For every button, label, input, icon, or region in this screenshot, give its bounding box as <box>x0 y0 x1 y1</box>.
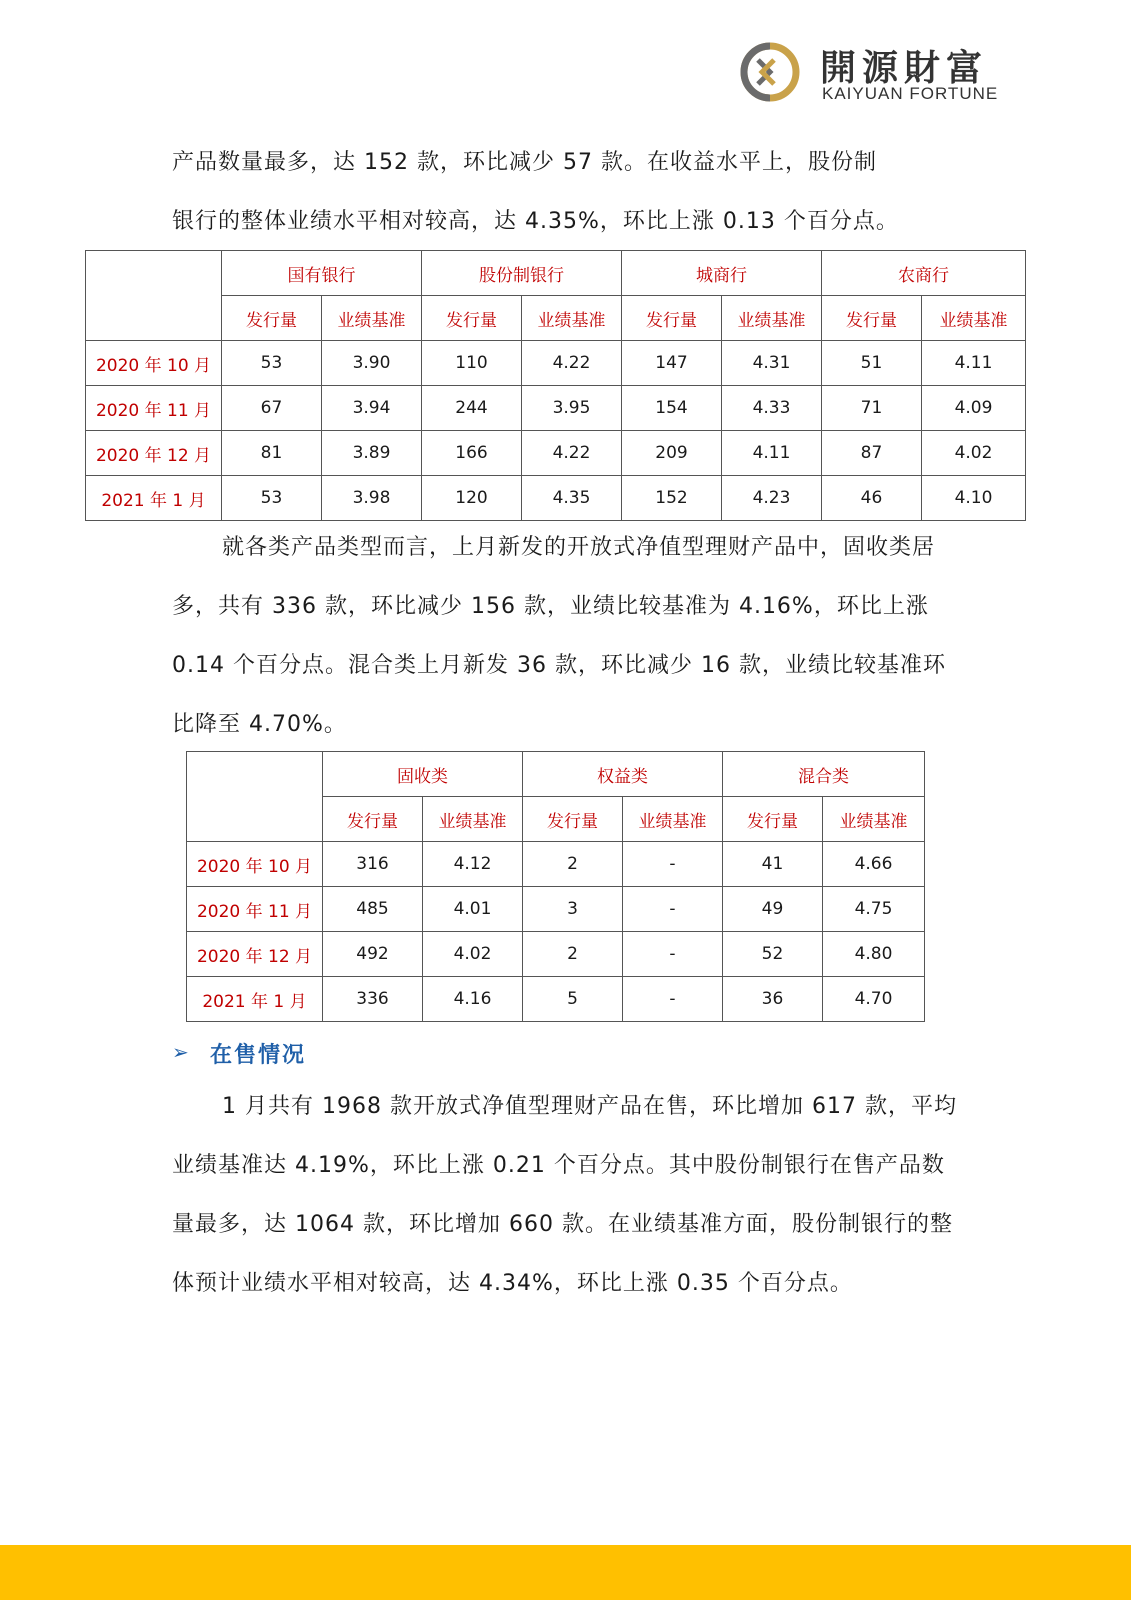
table-cell: - <box>623 977 723 1022</box>
table-corner-cell <box>86 251 222 341</box>
table-cell: 4.02 <box>423 932 523 977</box>
sub-header: 发行量 <box>523 797 623 842</box>
table-cell: 4.11 <box>722 431 822 476</box>
table-cell: 3.95 <box>522 386 622 431</box>
row-label: 2020 年 11 月 <box>187 887 323 932</box>
section-title: 在售情况 <box>210 1042 307 1068</box>
table-cell: 2 <box>523 842 623 887</box>
table-cell: 316 <box>323 842 423 887</box>
sub-header: 业绩基准 <box>423 797 523 842</box>
sub-header: 业绩基准 <box>722 296 822 341</box>
table-cell: 49 <box>723 887 823 932</box>
table-cell: - <box>623 932 723 977</box>
paragraph-1-line-2: 银行的整体业绩水平相对较高，达 4.35%，环比上涨 0.13 个百分点。 <box>172 209 899 234</box>
bank-type-issuance-table <box>85 250 1026 521</box>
arrow-bullet-icon: ➢ <box>172 1040 189 1064</box>
table-cell: 4.66 <box>823 842 925 887</box>
table-cell: 3 <box>523 887 623 932</box>
table-corner-cell <box>187 752 323 842</box>
table-cell: - <box>623 887 723 932</box>
table-cell: 51 <box>822 341 922 386</box>
table-row <box>86 386 1026 431</box>
table-row <box>86 341 1026 386</box>
brand-logo <box>756 42 1056 106</box>
brand-name-cn: 開源財富 <box>820 47 989 89</box>
table-cell: 4.22 <box>522 431 622 476</box>
table-cell: 4.33 <box>722 386 822 431</box>
row-label: 2020 年 12 月 <box>187 932 323 977</box>
table-cell: 4.31 <box>722 341 822 386</box>
table-cell: 152 <box>622 476 722 521</box>
row-label: 2020 年 10 月 <box>187 842 323 887</box>
table-cell: 3.90 <box>322 341 422 386</box>
sub-header: 业绩基准 <box>522 296 622 341</box>
table-cell: 41 <box>723 842 823 887</box>
table-cell: 336 <box>323 977 423 1022</box>
table-cell: 2 <box>523 932 623 977</box>
table-cell: 36 <box>723 977 823 1022</box>
table-cell: 87 <box>822 431 922 476</box>
table-cell: 3.89 <box>322 431 422 476</box>
table-cell: 81 <box>222 431 322 476</box>
group-header: 农商行 <box>822 251 1026 296</box>
table-group-header-row <box>86 251 1026 296</box>
table-cell: 485 <box>323 887 423 932</box>
footer-bar <box>0 1545 1131 1600</box>
table-row <box>187 977 925 1022</box>
sub-header: 业绩基准 <box>823 797 925 842</box>
sub-header: 发行量 <box>822 296 922 341</box>
group-header: 固收类 <box>323 752 523 797</box>
table-cell: 46 <box>822 476 922 521</box>
row-label: 2020 年 12 月 <box>86 431 222 476</box>
table-cell: 71 <box>822 386 922 431</box>
table-cell: 4.10 <box>922 476 1026 521</box>
sub-header: 发行量 <box>422 296 522 341</box>
table-cell: 244 <box>422 386 522 431</box>
table-cell: 3.94 <box>322 386 422 431</box>
table-cell: - <box>623 842 723 887</box>
group-header: 权益类 <box>523 752 723 797</box>
table-cell: 209 <box>622 431 722 476</box>
table-row <box>86 476 1026 521</box>
table-cell: 4.12 <box>423 842 523 887</box>
table-cell: 4.23 <box>722 476 822 521</box>
sub-header: 业绩基准 <box>322 296 422 341</box>
table-row <box>86 431 1026 476</box>
table-cell: 4.35 <box>522 476 622 521</box>
table-cell: 4.80 <box>823 932 925 977</box>
table-cell: 154 <box>622 386 722 431</box>
sub-header: 发行量 <box>622 296 722 341</box>
table-cell: 4.75 <box>823 887 925 932</box>
group-header: 股份制银行 <box>422 251 622 296</box>
table-cell: 110 <box>422 341 522 386</box>
table-cell: 166 <box>422 431 522 476</box>
table-row <box>187 842 925 887</box>
row-label: 2021 年 1 月 <box>187 977 323 1022</box>
product-type-issuance-table <box>186 751 925 1022</box>
table-cell: 53 <box>222 341 322 386</box>
table-cell: 3.98 <box>322 476 422 521</box>
table-cell: 492 <box>323 932 423 977</box>
group-header: 城商行 <box>622 251 822 296</box>
table-cell: 4.02 <box>922 431 1026 476</box>
sub-header: 业绩基准 <box>922 296 1026 341</box>
row-label: 2020 年 11 月 <box>86 386 222 431</box>
table-cell: 4.09 <box>922 386 1026 431</box>
row-label: 2020 年 10 月 <box>86 341 222 386</box>
group-header: 混合类 <box>723 752 925 797</box>
table-cell: 4.11 <box>922 341 1026 386</box>
sub-header: 发行量 <box>723 797 823 842</box>
table-cell: 4.01 <box>423 887 523 932</box>
table-group-header-row <box>187 752 925 797</box>
table-row <box>187 932 925 977</box>
paragraph-3: 1 月共有 1968 款开放式净值型理财产品在售，环比增加 617 款，平均业绩基准达 4.19%，环比上涨 0.21 个百分点。其中股份制银行在售产品数量最多，达 1064 款，环比增加 660 款。在业绩基准方面，股份制银行的整体预计业绩水平相对较高，达 4.34%，环比上涨 0.35 个百分点。 <box>172 1094 957 1296</box>
paragraph-1-line-1: 产品数量最多，达 152 款，环比减少 57 款。在收益水平上，股份制 <box>172 150 877 175</box>
sub-header: 发行量 <box>323 797 423 842</box>
table-subheader-row <box>86 296 1026 341</box>
group-header: 国有银行 <box>222 251 422 296</box>
sub-header: 业绩基准 <box>623 797 723 842</box>
table-cell: 67 <box>222 386 322 431</box>
table-cell: 53 <box>222 476 322 521</box>
kaiyuan-logo-icon <box>740 42 800 102</box>
sub-header: 发行量 <box>222 296 322 341</box>
table-cell: 52 <box>723 932 823 977</box>
table-cell: 147 <box>622 341 722 386</box>
table-cell: 4.22 <box>522 341 622 386</box>
table-cell: 120 <box>422 476 522 521</box>
brand-name-en: KAIYUAN FORTUNE <box>822 84 999 103</box>
paragraph-2: 就各类产品类型而言，上月新发的开放式净值型理财产品中，固收类居多，共有 336 款，环比减少 156 款，业绩比较基准为 4.16%，环比上涨 0.14 个百分点。混合类上月新发 36 款，环比减少 16 款，业绩比较基准环比降至 4.70%。 <box>172 535 946 737</box>
table-cell: 4.70 <box>823 977 925 1022</box>
table-cell: 5 <box>523 977 623 1022</box>
table-row <box>187 887 925 932</box>
table-cell: 4.16 <box>423 977 523 1022</box>
row-label: 2021 年 1 月 <box>86 476 222 521</box>
